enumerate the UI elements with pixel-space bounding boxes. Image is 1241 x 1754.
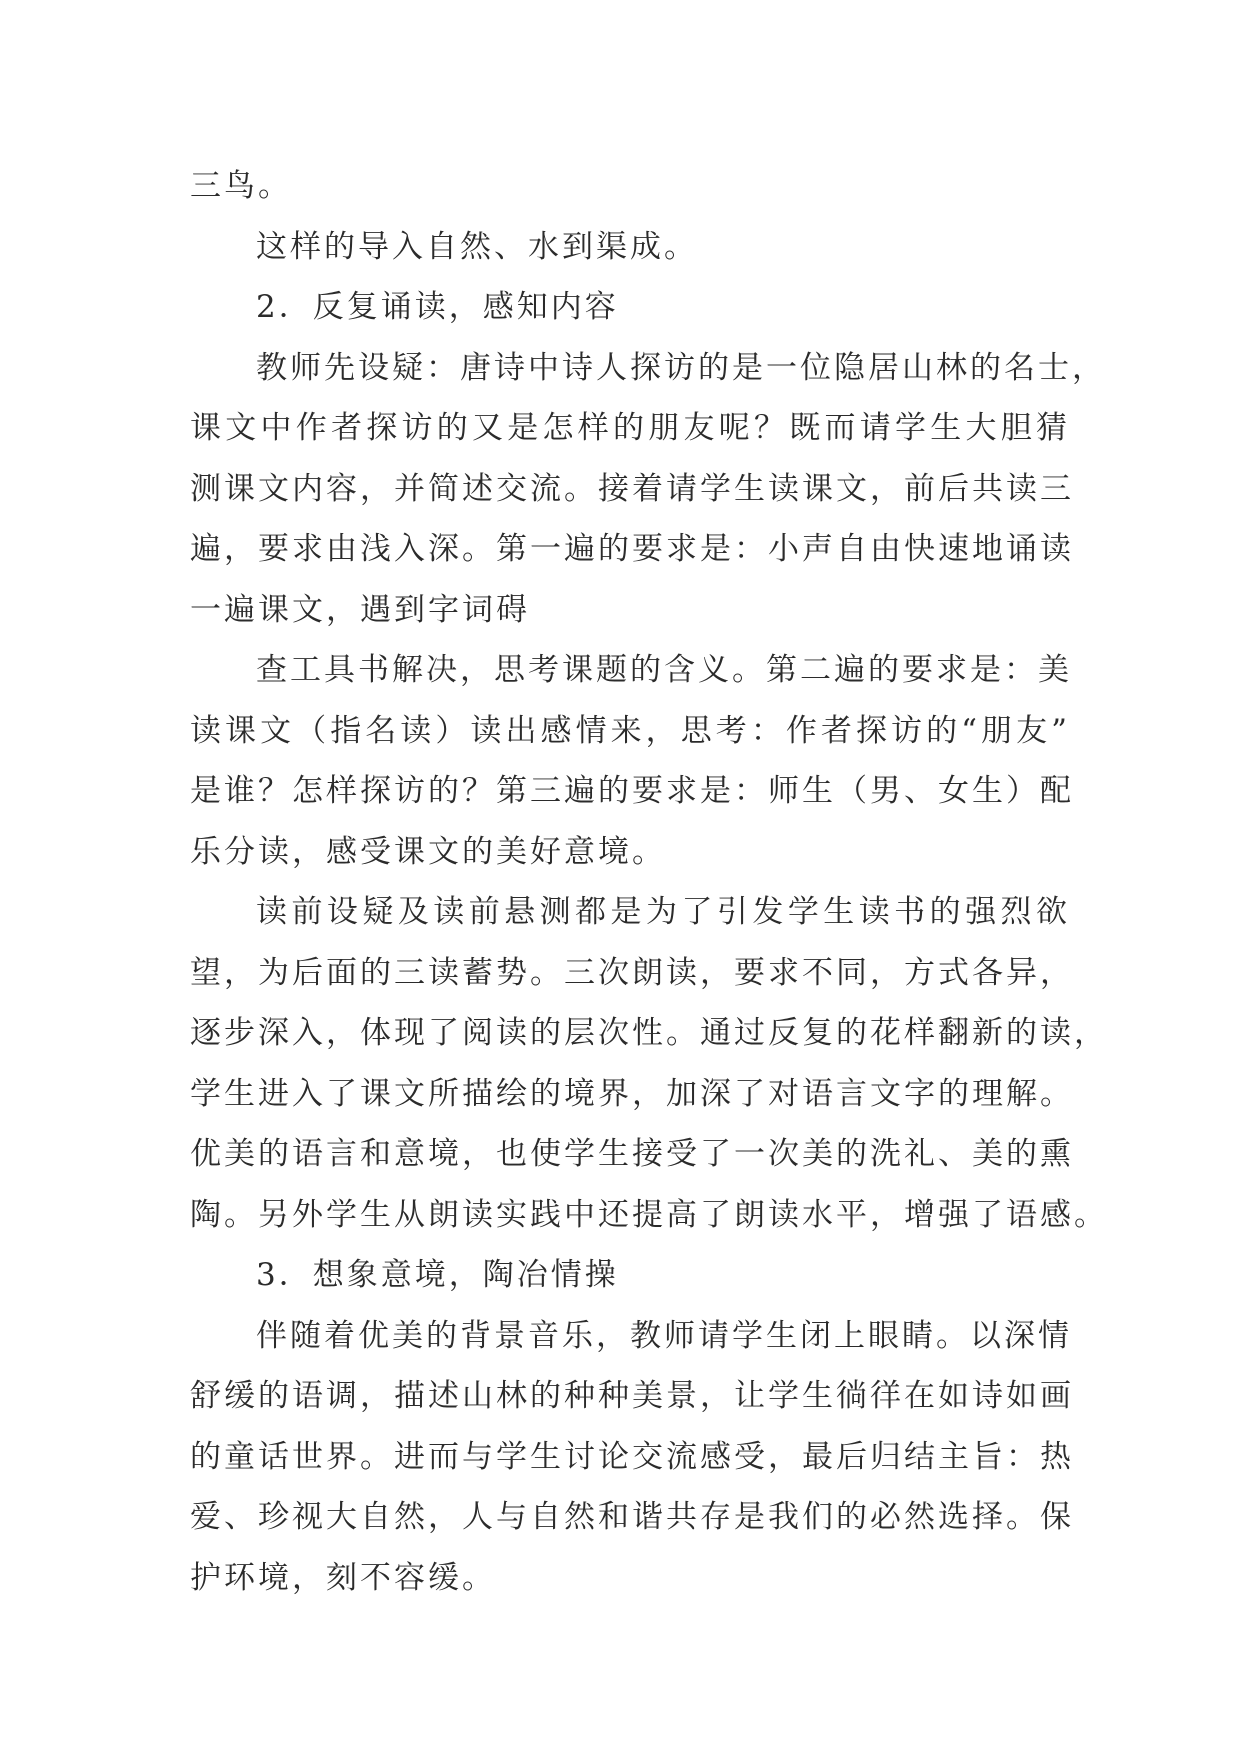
text-line: 逐步深入，体现了阅读的层次性。通过反复的花样翻新的读，: [190, 1015, 1108, 1051]
text-line: 这样的导入自然、水到渠成。: [256, 228, 698, 265]
text-line: 爱、珍视大自然，人与自然和谐共存是我们的必然选择。保: [190, 1499, 1074, 1535]
document-body: [190, 156, 1108, 1608]
text-line: 优美的语言和意境，也使学生接受了一次美的洗礼、美的熏: [190, 1136, 1074, 1172]
text-line: 读课文（指名读）读出感情来，思考：作者探访的“朋友”: [190, 712, 1070, 749]
text-line: 的童话世界。进而与学生讨论交流感受，最后归结主旨：热: [190, 1438, 1074, 1475]
text-line: 遍，要求由浅入深。第一遍的要求是：小声自由快速地诵读: [190, 531, 1074, 567]
text-line: 伴随着优美的背景音乐，教师请学生闭上眼睛。以深情: [256, 1317, 1072, 1354]
text-line: 舒缓的语调，描述山林的种种美景，让学生徜徉在如诗如画: [190, 1378, 1074, 1414]
text-line: 2．反复诵读，感知内容: [256, 289, 619, 325]
text-line: 三鸟。: [190, 168, 292, 204]
text-line: 护环境，刻不容缓。: [190, 1559, 496, 1596]
text-line: 读前设疑及读前悬测都是为了引发学生读书的强烈欲: [256, 894, 1070, 930]
text-line: 3．想象意境，陶冶情操: [256, 1257, 619, 1293]
text-line: 陶。另外学生从朗读实践中还提高了朗读水平，增强了语感。: [190, 1196, 1108, 1233]
text-line: 查工具书解决，思考课题的含义。第二遍的要求是：美: [256, 652, 1072, 688]
text-line: 是谁？怎样探访的？第三遍的要求是：师生（男、女生）配: [190, 773, 1074, 809]
text-line: 学生进入了课文所描绘的境界，加深了对语言文字的理解。: [190, 1075, 1074, 1112]
text-line: 望，为后面的三读蓄势。三次朗读，要求不同，方式各异，: [190, 954, 1074, 991]
text-line: 课文中作者探访的又是怎样的朋友呢？既而请学生大胆猜: [190, 410, 1070, 446]
text-line: 测课文内容，并简述交流。接着请学生读课文，前后共读三: [190, 470, 1074, 507]
text-line: 乐分读，感受课文的美好意境。: [190, 833, 666, 870]
text-line: 一遍课文，遇到字词碍: [190, 591, 530, 628]
text-line: 教师先设疑：唐诗中诗人探访的是一位隐居山林的名士，: [256, 349, 1106, 386]
